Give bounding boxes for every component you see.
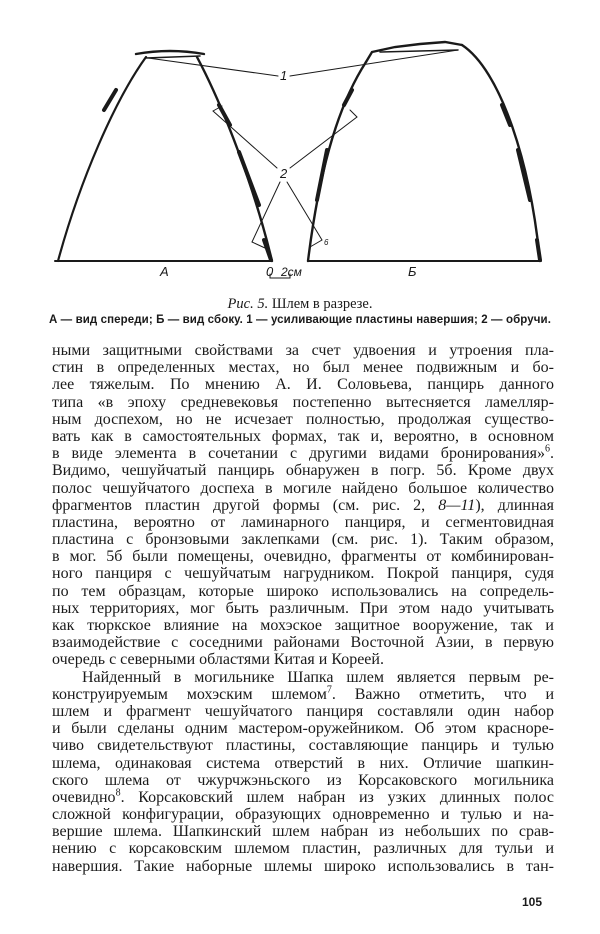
text-line	[52, 651, 554, 668]
text-line	[52, 600, 554, 617]
text-segment: пластина с бронзовыми заклепками (см. рис. 1). Таким образом,	[52, 531, 554, 549]
text-line	[52, 858, 554, 875]
text-line	[52, 428, 554, 445]
text-line	[52, 480, 554, 497]
text-line	[52, 617, 554, 634]
figure-caption-legend: А — вид спереди; Б — вид сбоку. 1 — усиливающие пластины навершия; 2 — обручи.	[48, 314, 551, 326]
text-segment: ), длинная	[475, 496, 554, 514]
text-line	[52, 686, 554, 703]
text-line	[52, 359, 554, 376]
text-segment: конструируемым мохэским шлемом	[52, 685, 327, 703]
text-segment: в виде элемента в сочетании с другими видами бронирования»	[52, 445, 545, 463]
text-line	[52, 376, 554, 393]
scale-end: 2см	[281, 265, 302, 279]
text-segment: в мог. 5б были помещены, очевидно, фрагменты от комбинирован-	[52, 548, 554, 566]
label-a: А	[160, 264, 169, 279]
text-segment: взаимодействие с соседними районами Восточной Азии, в первую	[52, 634, 554, 652]
text-segment: вершие шлема. Шапкинский шлем набран из небольших по срав-	[52, 823, 554, 841]
text-segment: ным доспехом, но не исчезает полностью, продолжая существо-	[52, 410, 554, 428]
page-number: 105	[522, 895, 543, 909]
text-line	[52, 342, 554, 359]
text-line	[52, 823, 554, 840]
text-segment: навершия. Такие наборные шлемы широко использовались в тан-	[52, 857, 554, 875]
text-line	[52, 720, 554, 737]
text-segment: ных территориях, мог быть различным. При этом надо учитывать	[52, 599, 554, 617]
text-segment: шлема, одинаковая система отверстий в них. Отличие шапкин-	[52, 754, 554, 772]
text-segment: очередь с северными областями Китая и Кореей.	[52, 651, 384, 669]
text-line	[52, 565, 554, 582]
text-line	[52, 772, 554, 789]
text-line	[52, 497, 554, 514]
figure-caption-title	[0, 296, 600, 313]
text-line	[52, 411, 554, 428]
text-segment: . Корсаковский шлем набран из узких длинных полос	[120, 788, 554, 806]
footnote-ref: 6	[545, 443, 550, 455]
text-line	[52, 789, 554, 806]
text-line	[52, 840, 554, 857]
text-line	[52, 394, 554, 411]
text-line	[52, 531, 554, 548]
text-segment: типа «в эпоху средневековья постепенно вытесняется ламелляр-	[52, 393, 554, 411]
text-line	[52, 445, 554, 462]
text-line	[52, 583, 554, 600]
helmet-side-view	[308, 42, 541, 261]
text-segment: пластина, вероятно от ламинарного панциря, и сегментовидная	[52, 513, 554, 531]
label-b: Б	[408, 264, 417, 279]
text-line	[52, 737, 554, 754]
helmet-front-view	[55, 51, 272, 261]
text-segment: полос чешуйчатого доспеха в могиле найдено большое количество	[52, 479, 554, 497]
text-line	[52, 634, 554, 651]
text-segment: . Важно отметить, что и	[331, 685, 555, 703]
text-segment: ного панциря с чешуйчатым нагрудником. Покрой панциря, судя	[52, 565, 554, 583]
callout-1-label: 1	[280, 68, 288, 83]
text-segment: Видимо, чешуйчатый панцирь обнаружен в погр. 5б. Кроме двух	[52, 462, 554, 480]
text-segment: ными защитными свойствами за счет удвоения и утроения пла-	[52, 342, 554, 359]
body-text	[52, 342, 554, 875]
text-line	[52, 514, 554, 531]
text-line	[52, 462, 554, 479]
text-segment: как тюркское влияние на мохэское защитное вооружение, так и	[52, 617, 554, 634]
text-segment: .	[550, 445, 554, 463]
text-line	[52, 669, 554, 686]
helmet-cross-section-figure	[0, 0, 600, 290]
figure-title: Шлем в разрезе.	[268, 296, 373, 312]
text-segment: сложной конфигурации, образующих одновременно и тулью и на-	[52, 806, 554, 824]
text-segment: вать как в самостоятельных формах, так и, вероятно, в основном	[52, 427, 554, 445]
text-segment: по тем образцам, которые широко использовались на сопредель-	[52, 582, 554, 600]
text-segment: ского шлема от чжурчжэньского из Корсаковского могильника	[52, 771, 554, 789]
text-segment: фрагментов пластин другой формы (см. рис. 2,	[52, 496, 439, 514]
text-segment: Найденный в могильнике Шапка шлем является первым ре-	[82, 668, 554, 686]
footnote-ref: 7	[326, 684, 332, 696]
callout-2-label: 2	[280, 166, 288, 181]
text-segment: лее тяжелым. По мнению А. И. Соловьева, панцирь данного	[52, 376, 554, 394]
callout-leader-lines	[148, 50, 458, 248]
text-segment: и были сделаны одним мастером-оружейником. Об этом красноре-	[52, 720, 554, 738]
text-segment: шлем и фрагмент чешуйчатого панциря составляли один набор	[52, 702, 554, 720]
text-segment: очевидно	[52, 788, 116, 806]
text-segment: нению с корсаковским шлемом пластин, различных для тульи и	[52, 840, 554, 858]
text-line	[52, 755, 554, 772]
callout-small-label: 6	[324, 238, 329, 247]
figure-number: Рис. 5.	[227, 296, 269, 312]
text-line	[52, 806, 554, 823]
footnote-ref: 8	[115, 787, 121, 799]
text-line	[52, 548, 554, 565]
text-segment: чиво свидетельствуют пластины, составляющие панцирь и тулью	[52, 737, 554, 755]
text-line	[52, 703, 554, 720]
text-segment: 8—11	[438, 496, 476, 514]
scale-start: 0	[266, 264, 274, 279]
text-segment: стин в определенных местах, но был менее подвижным и бо-	[52, 359, 554, 377]
